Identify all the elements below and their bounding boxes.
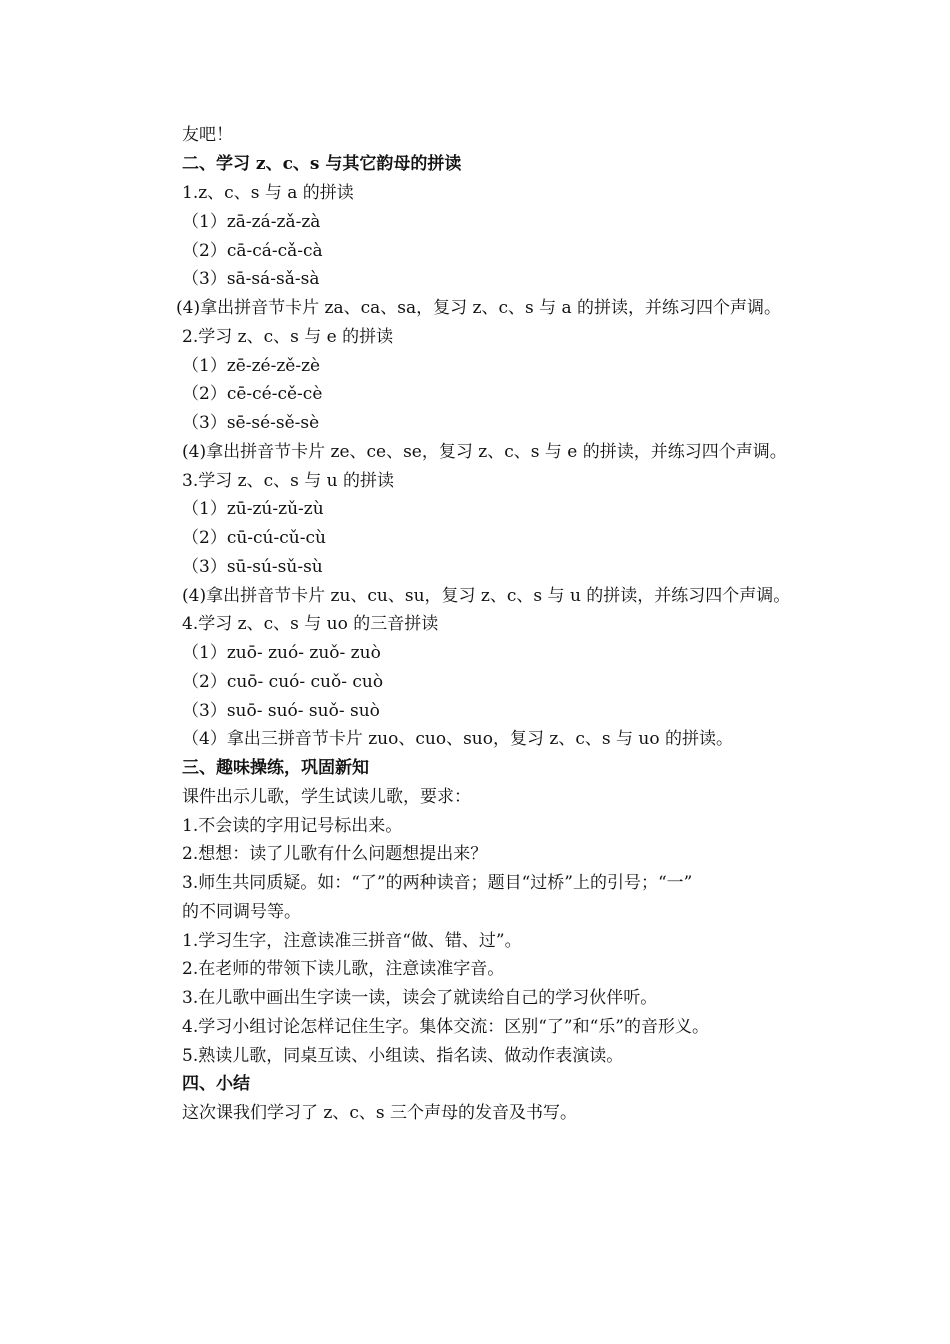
list-item: （1）zuō- zuó- zuǒ- zuò xyxy=(182,643,381,663)
subsection-title: 1.z、c、s 与 a 的拼读 xyxy=(182,183,354,203)
text-line: 的不同调号等。 xyxy=(182,902,301,922)
list-item: （3）sā-sá-sǎ-sà xyxy=(182,269,320,289)
list-item: （3）sū-sú-sǔ-sù xyxy=(182,557,323,577)
text-line: 这次课我们学习了 z、c、s 三个声母的发音及书写。 xyxy=(182,1103,578,1123)
list-item: （1）zū-zú-zǔ-zù xyxy=(182,499,324,519)
list-item: 3.师生共同质疑。如：“了”的两种读音；题目“过桥”上的引号；“一” xyxy=(182,873,693,893)
list-item: （1）zā-zá-zǎ-zà xyxy=(182,212,321,232)
section-heading: 四、小结 xyxy=(182,1074,250,1094)
list-item: 1.学习生字，注意读准三拼音“做、错、过”。 xyxy=(182,931,522,951)
list-item: (4)拿出拼音节卡片 ze、ce、se，复习 z、c、s 与 e 的拼读，并练习四个声调。 xyxy=(182,442,787,462)
list-item: （3）sē-sé-sě-sè xyxy=(182,413,320,433)
list-item: （4）拿出三拼音节卡片 zuo、cuo、suo，复习 z、c、s 与 uo 的拼读。 xyxy=(182,729,733,749)
list-item: 5.熟读儿歌，同桌互读、小组读、指名读、做动作表演读。 xyxy=(182,1046,624,1066)
list-item: 4.学习小组讨论怎样记住生字。集体交流：区别“了”和“乐”的音形义。 xyxy=(182,1017,709,1037)
subsection-title: 2.学习 z、c、s 与 e 的拼读 xyxy=(182,327,394,347)
section-heading: 二、学习 z、c、s 与其它韵母的拼读 xyxy=(182,154,462,174)
list-item: 2.想想：读了儿歌有什么问题想提出来？ xyxy=(182,844,488,864)
section-heading: 三、趣味操练，巩固新知 xyxy=(182,758,369,778)
list-item: （2）cē-cé-cě-cè xyxy=(182,384,323,404)
list-item: 2.在老师的带领下读儿歌，注意读准字音。 xyxy=(182,959,505,979)
list-item: (4)拿出拼音节卡片 zu、cu、su，复习 z、c、s 与 u 的拼读，并练习四个声调。 xyxy=(182,586,791,606)
list-item: （3）suō- suó- suǒ- suò xyxy=(182,701,380,721)
text-line: 友吧！ xyxy=(182,125,233,145)
list-item: （1）zē-zé-zě-zè xyxy=(182,356,321,376)
text-line: 课件出示儿歌，学生试读儿歌，要求： xyxy=(182,787,471,807)
subsection-title: 4.学习 z、c、s 与 uo 的三音拼读 xyxy=(182,614,439,634)
list-item: （2）cā-cá-cǎ-cà xyxy=(182,241,323,261)
list-item: （2）cuō- cuó- cuǒ- cuò xyxy=(182,672,384,692)
list-item: (4)拿出拼音节卡片 za、ca、sa，复习 z、c、s 与 a 的拼读，并练习四个声调。 xyxy=(176,298,782,318)
list-item: （2）cū-cú-cǔ-cù xyxy=(182,528,326,548)
list-item: 3.在儿歌中画出生字读一读，读会了就读给自己的学习伙伴听。 xyxy=(182,988,658,1008)
list-item: 1.不会读的字用记号标出来。 xyxy=(182,816,403,836)
subsection-title: 3.学习 z、c、s 与 u 的拼读 xyxy=(182,471,394,491)
